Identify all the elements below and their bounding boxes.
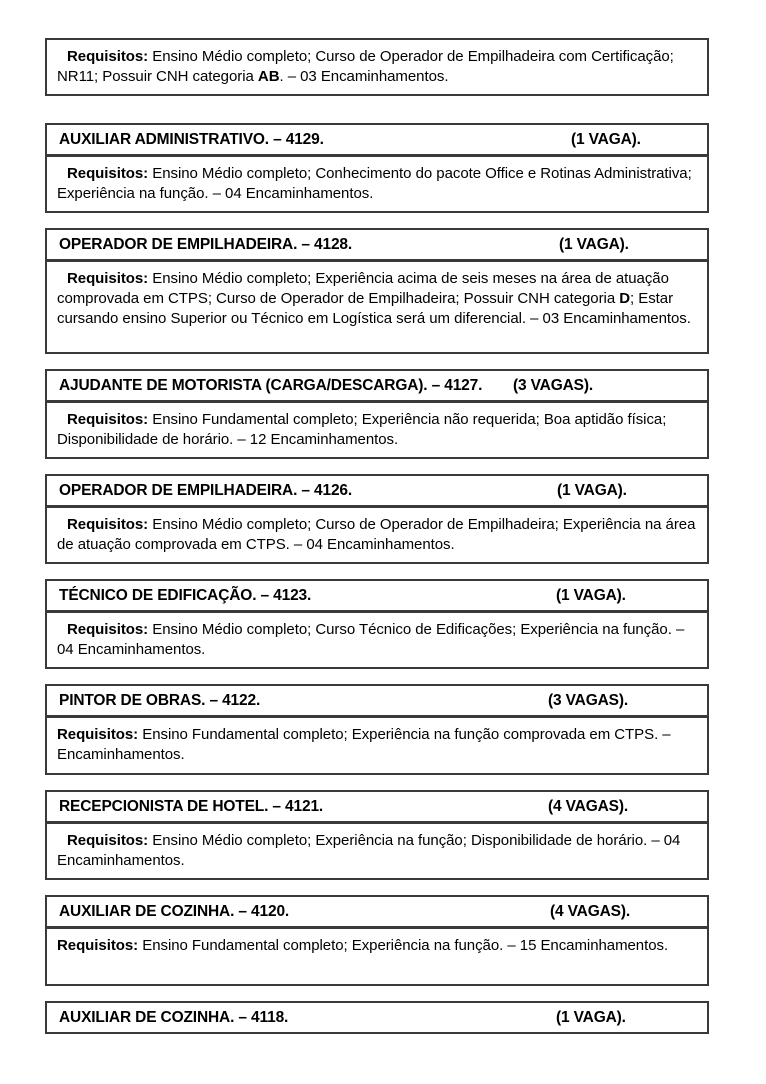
- requirements-label: Requisitos:: [67, 832, 149, 849]
- vacancy-header[interactable]: [45, 790, 709, 823]
- requirements-paragraph: [57, 164, 697, 204]
- requirements-paragraph: [57, 410, 697, 450]
- vacancy-count-label: (1 VAGA).: [559, 235, 629, 253]
- requirements-paragraph: [57, 936, 697, 956]
- vacancy-count-label: (4 VAGAS).: [548, 797, 629, 815]
- vacancy-count-label: (1 VAGA).: [571, 130, 641, 148]
- vacancy-header[interactable]: [45, 369, 709, 402]
- vacancy-header[interactable]: [45, 684, 709, 717]
- vacancy-count-label: (3 VAGAS).: [548, 691, 629, 709]
- requirements-text: Ensino Médio completo; Conhecimento do pacote Office e Rotinas Administrativa; Experiência na função. – 04 Encaminhamentos.: [57, 165, 692, 202]
- vacancy-entry-entry-4122: [45, 684, 709, 775]
- requirements-label: Requisitos:: [67, 516, 149, 533]
- vacancy-requirements-box: [45, 156, 709, 213]
- requirements-text: Ensino Médio completo; Experiência acima de seis meses na área de atuação comprovada em CTPS; Curso de Operador de Empilhadeira; Possuir CNH categoria: [57, 270, 669, 307]
- vacancy-header[interactable]: [45, 1001, 709, 1034]
- vacancy-requirements-box: [45, 38, 709, 96]
- vacancy-requirements-box: [45, 717, 709, 775]
- vacancy-entry-entry-4123: [45, 579, 709, 669]
- vacancy-requirements-box: [45, 261, 709, 354]
- requirements-label: Requisitos:: [57, 937, 139, 954]
- requirements-text-tail: ; Estar cursando ensino Superior ou Técnico em Logística será um diferencial. – 03 Encaminhamentos.: [57, 290, 691, 327]
- vacancy-title: PINTOR DE OBRAS. – 4122.: [59, 691, 261, 709]
- vacancy-entry-entry-4118: [45, 1001, 709, 1034]
- requirements-paragraph: [57, 620, 697, 660]
- vacancy-title: AUXILIAR ADMINISTRATIVO. – 4129.: [59, 130, 324, 148]
- vacancy-title: RECEPCIONISTA DE HOTEL. – 4121.: [59, 797, 324, 815]
- vacancy-entry-entry-4120: [45, 895, 709, 986]
- vacancy-requirements-box: [45, 402, 709, 459]
- vacancy-requirements-box: [45, 928, 709, 986]
- requirements-text: Ensino Fundamental completo; Experiência na função. – 15 Encaminhamentos.: [138, 937, 669, 954]
- requirements-label: Requisitos:: [67, 621, 149, 638]
- requirements-paragraph: [57, 831, 697, 871]
- requirements-text: Ensino Médio completo; Curso Técnico de Edificações; Experiência na função. – 04 Encaminhamentos.: [57, 621, 685, 658]
- requirements-paragraph: [57, 47, 697, 87]
- requirements-emphasis: AB: [257, 68, 280, 85]
- requirements-text-tail: . – 03 Encaminhamentos.: [279, 68, 449, 85]
- vacancy-count-label: (4 VAGAS).: [550, 902, 631, 920]
- vacancy-header[interactable]: [45, 474, 709, 507]
- requirements-emphasis: D: [619, 290, 631, 307]
- requirements-label: Requisitos:: [67, 165, 149, 182]
- vacancy-title: AJUDANTE DE MOTORISTA (CARGA/DESCARGA). – 4127.: [59, 376, 483, 394]
- requirements-text: Ensino Médio completo; Curso de Operador de Empilhadeira; Experiência na área de atuação comprovada em CTPS. – 04 Encaminhamentos.: [57, 516, 696, 553]
- requirements-paragraph: [57, 725, 697, 765]
- vacancy-requirements-box: [45, 823, 709, 880]
- requirements-label: Requisitos:: [57, 726, 139, 743]
- requirements-text: Ensino Fundamental completo; Experiência não requerida; Boa aptidão física; Disponibilidade de horário. – 12 Encaminhamentos.: [57, 411, 667, 448]
- requirements-text: Ensino Fundamental completo; Experiência na função comprovada em CTPS. – Encaminhamentos.: [57, 726, 671, 763]
- vacancy-count-label: (3 VAGAS).: [513, 376, 594, 394]
- vacancy-header[interactable]: [45, 579, 709, 612]
- requirements-paragraph: [57, 269, 697, 329]
- vacancy-entry-entry-4127: [45, 369, 709, 459]
- vacancy-count-label: (1 VAGA).: [556, 586, 626, 604]
- vacancy-header[interactable]: [45, 228, 709, 261]
- vacancy-header[interactable]: [45, 895, 709, 928]
- vacancy-title: AUXILIAR DE COZINHA. – 4118.: [59, 1008, 289, 1026]
- vacancy-count-label: (1 VAGA).: [556, 1008, 626, 1026]
- requirements-label: Requisitos:: [67, 48, 149, 65]
- vacancy-title: TÉCNICO DE EDIFICAÇÃO. – 4123.: [59, 586, 312, 604]
- vacancy-requirements-box: [45, 507, 709, 564]
- vacancy-header[interactable]: [45, 123, 709, 156]
- vacancy-title: OPERADOR DE EMPILHADEIRA. – 4126.: [59, 481, 353, 499]
- vacancy-title: AUXILIAR DE COZINHA. – 4120.: [59, 902, 290, 920]
- requirements-label: Requisitos:: [67, 411, 149, 428]
- requirements-paragraph: [57, 515, 697, 555]
- vacancy-requirements-box: [45, 612, 709, 669]
- requirements-text: Ensino Médio completo; Experiência na função; Disponibilidade de horário. – 04 Encaminhamentos.: [57, 832, 681, 869]
- vacancy-entry-entry-4129: [45, 123, 709, 213]
- vacancy-entry-entry-4126: [45, 474, 709, 564]
- vacancy-entry-entry-top-continuation: [45, 38, 709, 96]
- requirements-text: Ensino Médio completo; Curso de Operador de Empilhadeira com Certificação; NR11; Possuir CNH categoria: [57, 48, 674, 85]
- vacancy-count-label: (1 VAGA).: [557, 481, 627, 499]
- vacancy-title: OPERADOR DE EMPILHADEIRA. – 4128.: [59, 235, 353, 253]
- vacancy-entry-entry-4128: [45, 228, 709, 354]
- requirements-label: Requisitos:: [67, 270, 149, 287]
- vacancy-entry-entry-4121: [45, 790, 709, 880]
